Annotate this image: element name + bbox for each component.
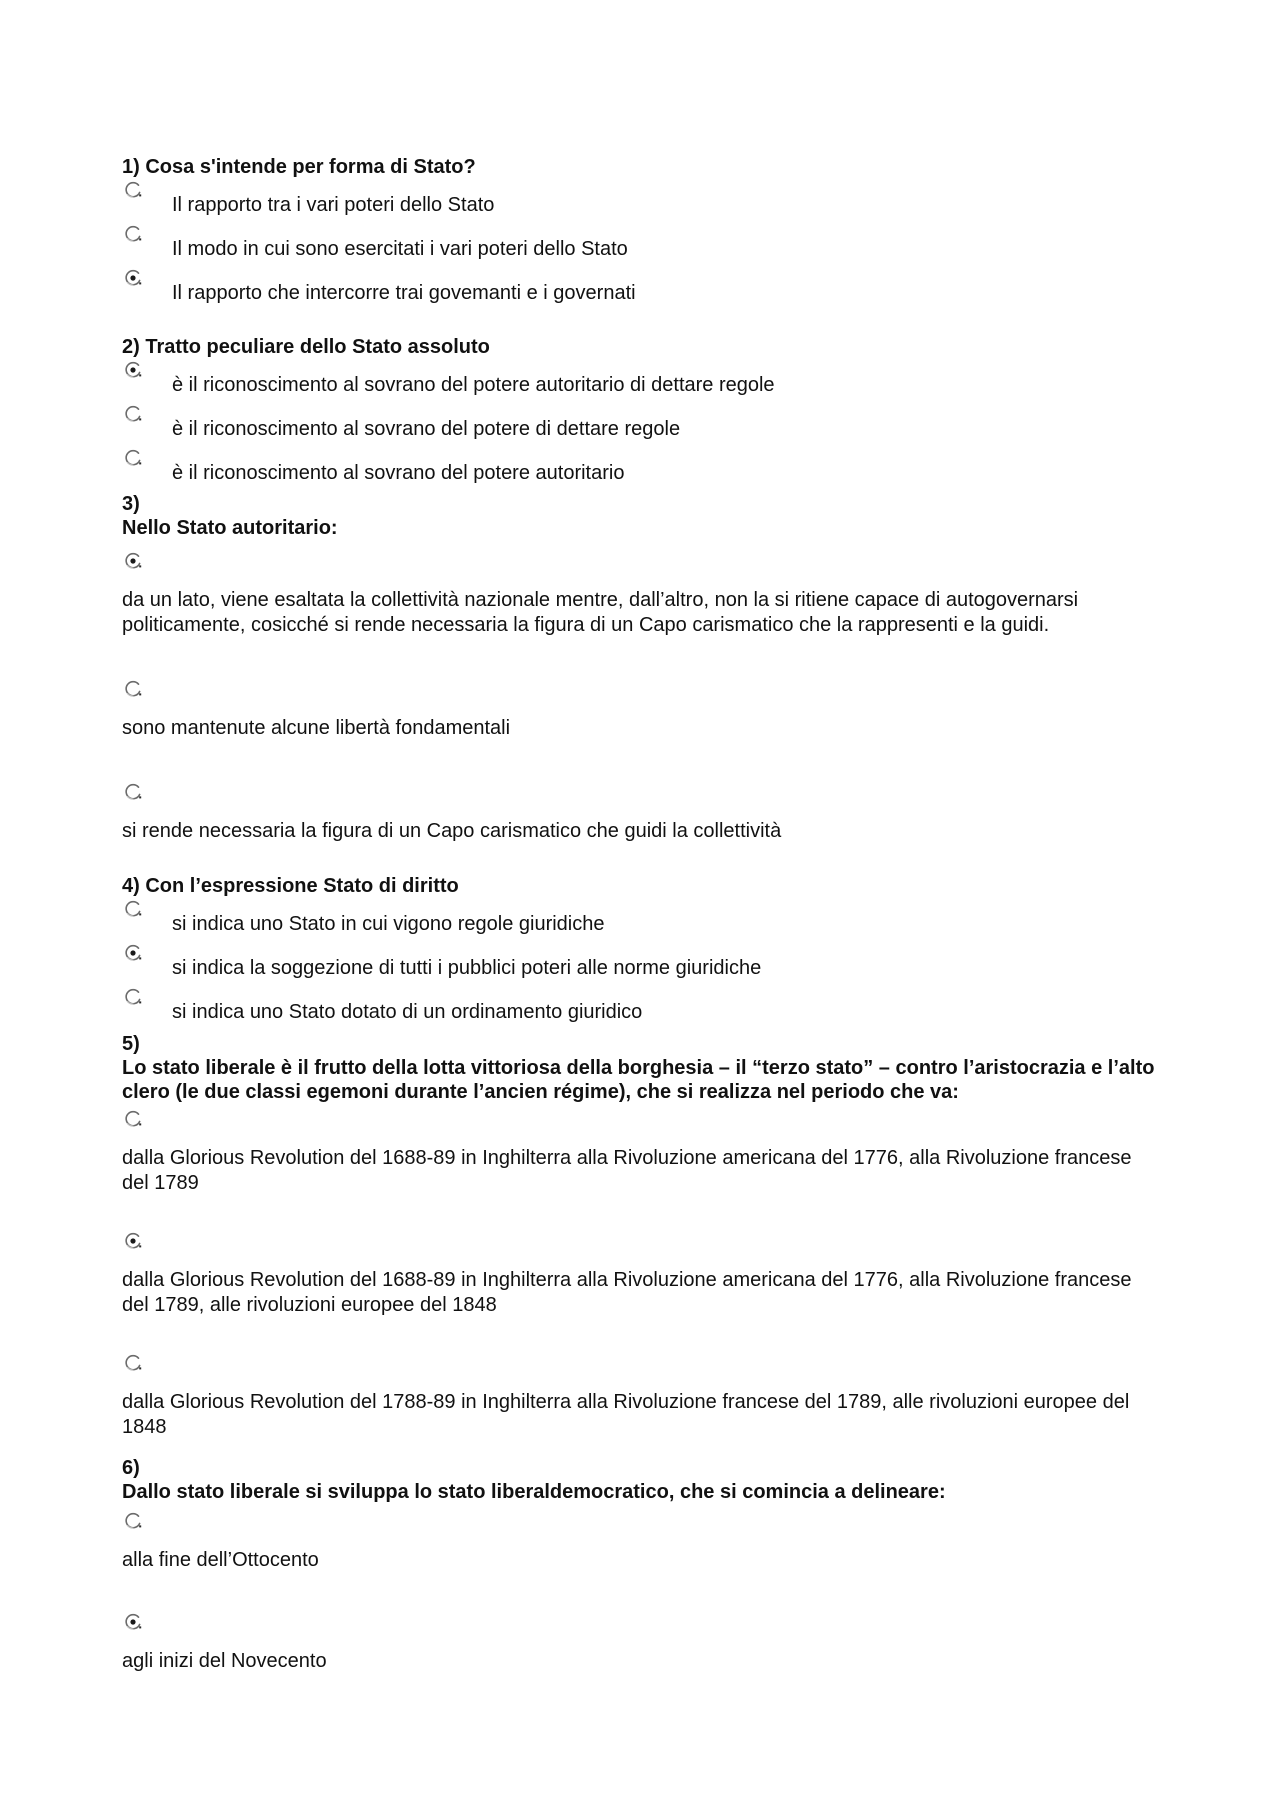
radio-icon xyxy=(124,783,142,801)
radio-icon xyxy=(124,1110,142,1128)
radio-button[interactable] xyxy=(124,900,142,918)
radio-icon xyxy=(124,449,142,467)
option-label: dalla Glorious Revolution del 1688-89 in Inghilterra alla Rivoluzione americana del 1776, alla Rivoluzione francese del 1789 xyxy=(122,1147,1132,1194)
option-label: alla fine dell’Ottocento xyxy=(122,1549,319,1571)
question-text: Cosa s'intende per forma di Stato? xyxy=(145,156,476,178)
question-text: Con l’espressione Stato di diritto xyxy=(145,875,459,897)
radio-icon xyxy=(124,225,142,243)
radio-button[interactable] xyxy=(124,1512,142,1530)
option-4-2[interactable] xyxy=(122,942,1182,986)
option-label: Il rapporto che intercorre trai govemanti e i governati xyxy=(172,282,636,304)
radio-icon xyxy=(124,552,142,570)
question-title xyxy=(122,155,1182,179)
option-label: è il riconoscimento al sovrano del potere autoritario xyxy=(172,462,625,484)
radio-icon xyxy=(124,1354,142,1372)
radio-button[interactable] xyxy=(124,680,142,698)
radio-button[interactable] xyxy=(124,944,142,962)
question-number: 4) xyxy=(122,875,140,897)
radio-button[interactable] xyxy=(124,1354,142,1372)
question-number: 3) xyxy=(122,493,140,515)
radio-button[interactable] xyxy=(124,552,142,570)
radio-button[interactable] xyxy=(124,449,142,467)
radio-button[interactable] xyxy=(124,783,142,801)
option-5-2[interactable] xyxy=(122,1228,1182,1318)
option-label: si rende necessaria la figura di un Capo carismatico che guidi la collettività xyxy=(122,820,782,842)
radio-icon xyxy=(124,181,142,199)
radio-button[interactable] xyxy=(124,225,142,243)
question-text: Dallo stato liberale si sviluppa lo stato liberaldemocratico, che si comincia a delineare: xyxy=(122,1481,946,1503)
radio-button[interactable] xyxy=(124,988,142,1006)
radio-icon xyxy=(124,269,142,287)
radio-button[interactable] xyxy=(124,1232,142,1250)
option-label: si indica uno Stato in cui vigono regole giuridiche xyxy=(172,913,605,935)
radio-button[interactable] xyxy=(124,181,142,199)
question-4 xyxy=(122,874,1182,1030)
option-5-1[interactable] xyxy=(122,1106,1182,1196)
question-number: 6) xyxy=(122,1457,140,1479)
option-1-3[interactable] xyxy=(122,267,1182,311)
radio-icon xyxy=(124,680,142,698)
option-label: Il modo in cui sono esercitati i vari poteri dello Stato xyxy=(172,238,628,260)
radio-icon xyxy=(124,405,142,423)
option-3-3[interactable] xyxy=(122,779,1182,844)
radio-icon xyxy=(124,1512,142,1530)
option-1-2[interactable] xyxy=(122,223,1182,267)
question-5 xyxy=(122,1032,1182,1440)
option-label: si indica la soggezione di tutti i pubblici poteri alle norme giuridiche xyxy=(172,957,762,979)
question-number: 5) xyxy=(122,1033,140,1055)
question-title xyxy=(122,335,1182,359)
option-4-1[interactable] xyxy=(122,898,1182,942)
radio-button[interactable] xyxy=(124,361,142,379)
radio-button[interactable] xyxy=(124,405,142,423)
option-5-3[interactable] xyxy=(122,1350,1182,1440)
question-number: 2) xyxy=(122,336,140,358)
option-label: sono mantenute alcune libertà fondamentali xyxy=(122,717,511,739)
option-4-3[interactable] xyxy=(122,986,1182,1030)
radio-icon xyxy=(124,944,142,962)
option-2-3[interactable] xyxy=(122,447,1182,491)
option-6-2[interactable] xyxy=(122,1609,1182,1674)
question-text: Nello Stato autoritario: xyxy=(122,517,338,539)
question-2 xyxy=(122,335,1182,491)
option-label: dalla Glorious Revolution del 1688-89 in Inghilterra alla Rivoluzione americana del 1776, alla Rivoluzione francese del 1789, alle rivoluzioni europee del 1848 xyxy=(122,1269,1132,1316)
option-6-1[interactable] xyxy=(122,1508,1182,1573)
option-2-1[interactable] xyxy=(122,359,1182,403)
radio-button[interactable] xyxy=(124,1613,142,1631)
radio-icon xyxy=(124,900,142,918)
option-label: da un lato, viene esaltata la collettività nazionale mentre, dall’altro, non la si ritiene capace di autogovernarsi politicamente, cosicché si rende necessaria la figura di un Capo carismatico che la rappresenti e la guidi. xyxy=(122,589,1079,636)
option-label: si indica uno Stato dotato di un ordinamento giuridico xyxy=(172,1001,643,1023)
radio-button[interactable] xyxy=(124,1110,142,1128)
option-label: Il rapporto tra i vari poteri dello Stato xyxy=(172,194,495,216)
option-3-1[interactable] xyxy=(122,548,1182,638)
radio-button[interactable] xyxy=(124,269,142,287)
radio-icon xyxy=(124,1613,142,1631)
question-3 xyxy=(122,492,1182,844)
question-number: 1) xyxy=(122,156,140,178)
question-6 xyxy=(122,1456,1182,1674)
option-label: è il riconoscimento al sovrano del potere autoritario di dettare regole xyxy=(172,374,775,396)
question-text: Tratto peculiare dello Stato assoluto xyxy=(145,336,490,358)
radio-icon xyxy=(124,1232,142,1250)
question-1 xyxy=(122,155,1182,311)
option-label: è il riconoscimento al sovrano del potere di dettare regole xyxy=(172,418,681,440)
radio-icon xyxy=(124,361,142,379)
question-text: Lo stato liberale è il frutto della lotta vittoriosa della borghesia – il “terzo stato” – contro l’aristocrazia e l’alto clero (le due classi egemoni durante l’ancien régime), che si realizza nel periodo che va: xyxy=(122,1057,1155,1103)
radio-icon xyxy=(124,988,142,1006)
option-2-2[interactable] xyxy=(122,403,1182,447)
option-1-1[interactable] xyxy=(122,179,1182,223)
option-3-2[interactable] xyxy=(122,676,1182,741)
question-title xyxy=(122,874,1182,898)
option-label: dalla Glorious Revolution del 1788-89 in Inghilterra alla Rivoluzione francese del 1789, alle rivoluzioni europee del 1848 xyxy=(122,1391,1130,1438)
option-label: agli inizi del Novecento xyxy=(122,1650,327,1672)
